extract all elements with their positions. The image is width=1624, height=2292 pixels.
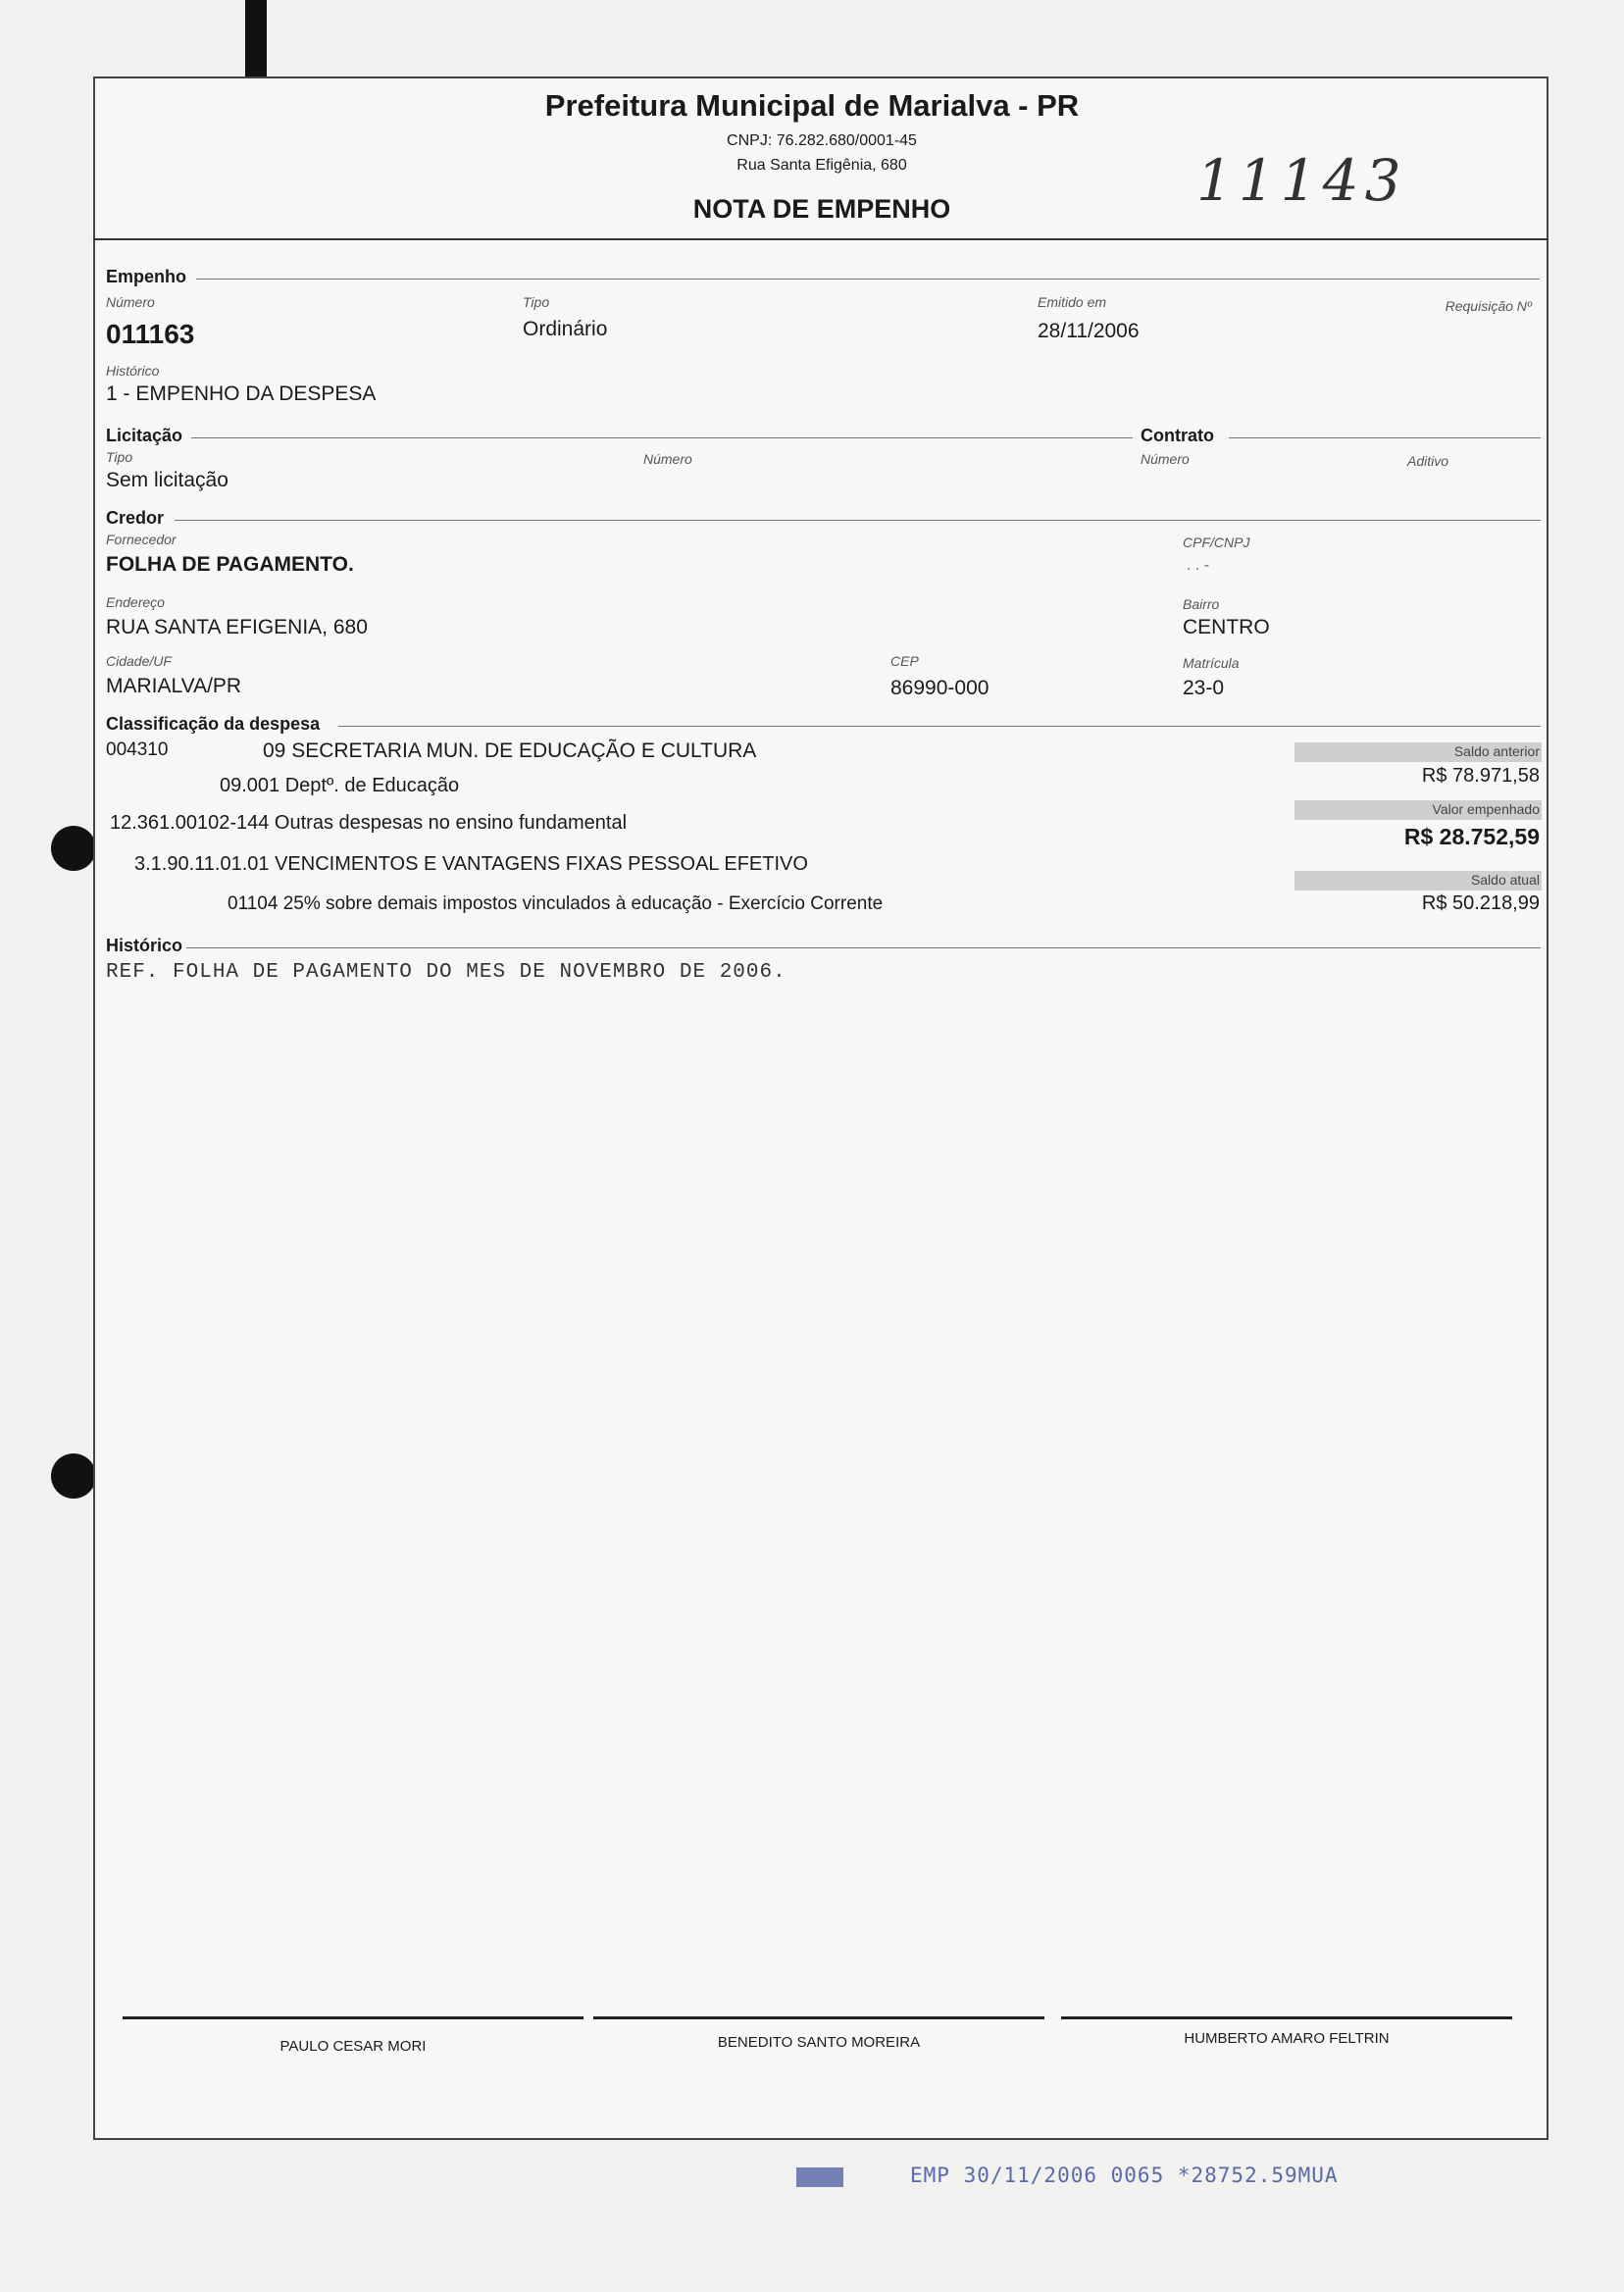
header-divider: [93, 238, 1548, 240]
section-credor: Credor: [106, 508, 165, 528]
historico-label: Histórico: [106, 363, 160, 379]
contrato-aditivo-label: Aditivo: [1407, 453, 1449, 469]
cpf-label: CPF/CNPJ: [1183, 535, 1250, 550]
empenho-emitido: 28/11/2006: [1038, 320, 1140, 342]
licitacao-rule: [191, 437, 1133, 438]
section-empenho: Empenho: [106, 267, 187, 286]
signature-name-1: PAULO CESAR MORI: [279, 2038, 427, 2055]
classificacao-line3: 12.361.00102-144 Outras despesas no ensino fundamental: [110, 812, 628, 834]
requisicao-label: Requisição Nº: [1445, 298, 1532, 314]
historico-text: REF. FOLHA DE PAGAMENTO DO MES DE NOVEMBRO DE 2006.: [106, 961, 787, 984]
cpf-value: . . -: [1187, 557, 1210, 574]
tipo-label: Tipo: [523, 294, 550, 310]
licitacao-tipo: Sem licitação: [106, 469, 228, 491]
handwritten-number: 11143: [1196, 147, 1407, 214]
classificacao-line5: 01104 25% sobre demais impostos vinculados à educação - Exercício Corrente: [228, 893, 884, 914]
saldo-atual-label: Saldo atual: [1470, 872, 1540, 888]
document-title: NOTA DE EMPENHO: [692, 194, 951, 224]
licitacao-tipo-label: Tipo: [106, 449, 133, 465]
saldo-anterior-label: Saldo anterior: [1453, 743, 1540, 759]
section-contrato: Contrato: [1141, 426, 1214, 445]
classificacao-line4: 3.1.90.11.01.01 VENCIMENTOS E VANTAGENS FIXAS PESSOAL EFETIVO: [134, 853, 808, 875]
empenho-numero: 011163: [106, 319, 195, 349]
saldo-atual-value: R$ 50.218,99: [1421, 892, 1540, 914]
bairro: CENTRO: [1183, 616, 1270, 638]
contrato-rule: [1229, 437, 1541, 438]
classificacao-code: 004310: [106, 739, 169, 760]
cep: 86990-000: [890, 677, 990, 699]
contrato-numero-label: Número: [1141, 451, 1190, 467]
valor-empenhado-label: Valor empenhado: [1432, 801, 1540, 817]
matricula: 23-0: [1183, 677, 1225, 699]
classificacao-rule: [338, 726, 1541, 727]
footer-stamp: EMP 30/11/2006 0065 *28752.59MUA: [910, 2164, 1339, 2187]
punch-hole-top: [51, 826, 96, 871]
punch-hole-bottom: [51, 1453, 96, 1499]
empenho-tipo: Ordinário: [523, 318, 608, 340]
cep-label: CEP: [890, 653, 919, 669]
section-classificacao: Classificação da despesa: [106, 714, 321, 734]
classificacao-line1: 09 SECRETARIA MUN. DE EDUCAÇÃO E CULTURA: [263, 739, 757, 762]
classificacao-line2: 09.001 Deptº. de Educação: [220, 775, 460, 796]
empenho-historico: 1 - EMPENHO DA DESPESA: [106, 382, 377, 405]
credor-rule: [175, 520, 1541, 521]
bairro-label: Bairro: [1183, 596, 1220, 612]
cnpj-text: CNPJ: 76.282.680/0001-45: [727, 132, 917, 149]
section-historico: Histórico: [106, 936, 183, 955]
licitacao-numero-label: Número: [643, 451, 692, 467]
historico-rule: [186, 947, 1541, 948]
section-licitacao: Licitação: [106, 426, 183, 445]
page-title: Prefeitura Municipal de Marialva - PR: [544, 88, 1080, 123]
endereco-label: Endereço: [106, 594, 165, 610]
fornecedor-label: Fornecedor: [106, 532, 177, 547]
signature-line-1: [123, 2016, 584, 2019]
cidade: MARIALVA/PR: [106, 675, 242, 697]
numero-label: Número: [106, 294, 155, 310]
footer-stamp-mark: [796, 2167, 843, 2187]
saldo-anterior-value: R$ 78.971,58: [1421, 765, 1540, 787]
signature-line-3: [1061, 2016, 1512, 2019]
signature-name-3: HUMBERTO AMARO FELTRIN: [1184, 2030, 1390, 2047]
empenho-rule: [196, 279, 1540, 280]
signature-line-2: [593, 2016, 1044, 2019]
fornecedor: FOLHA DE PAGAMENTO.: [106, 553, 354, 576]
matricula-label: Matrícula: [1183, 655, 1240, 671]
valor-empenhado-value: R$ 28.752,59: [1403, 824, 1540, 849]
emitido-label: Emitido em: [1038, 294, 1107, 310]
endereco: RUA SANTA EFIGENIA, 680: [106, 616, 368, 638]
cidade-label: Cidade/UF: [106, 653, 172, 669]
address-text: Rua Santa Efigênia, 680: [736, 157, 907, 174]
signature-name-2: BENEDITO SANTO MOREIRA: [717, 2034, 921, 2051]
